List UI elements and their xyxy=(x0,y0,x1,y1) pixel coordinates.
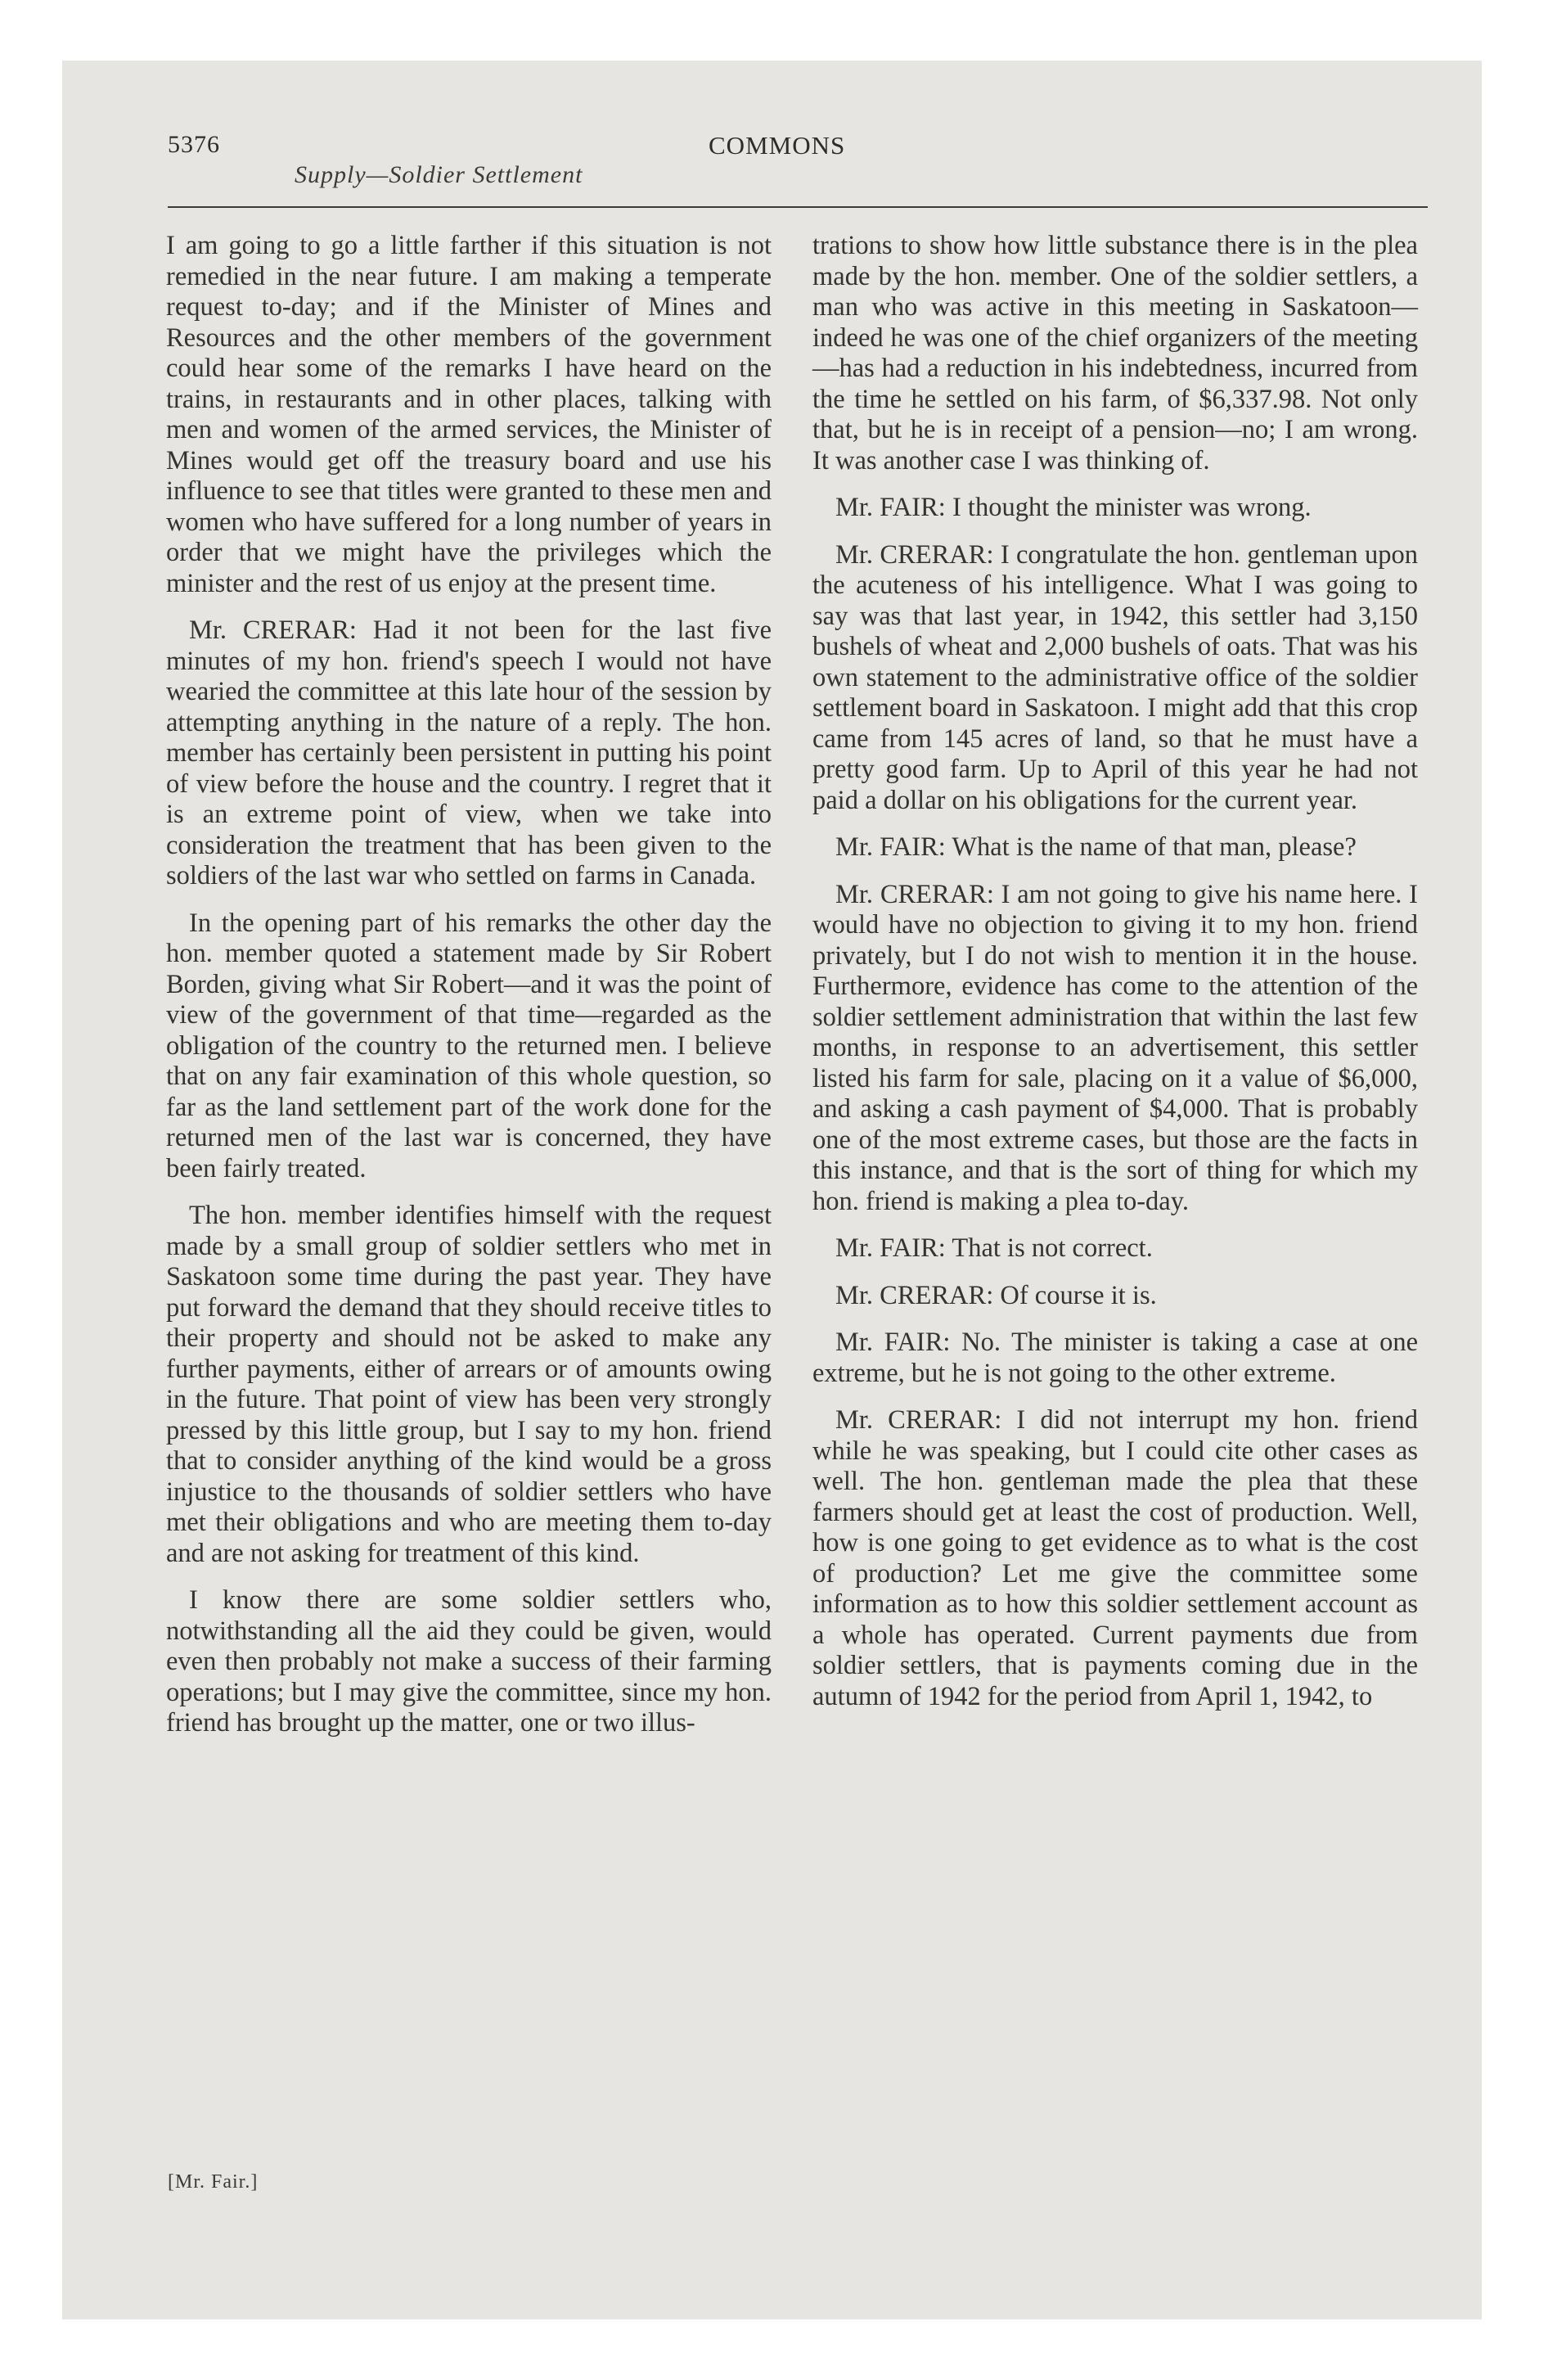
paragraph: Mr. CRERAR: Had it not been for the last five minutes of my hon. friend's speech I would not have wearied the committee at this late hour of the session by attempting anything in the nature of a reply. The hon. member has certainly been persistent in putting his point of view before the house and the country. I regret that it is an extreme point of view, when we take into consideration the treatment that has been given to the soldiers of the last war who settled on farms in Canada. xyxy=(166,615,772,890)
paragraph: I am going to go a little farther if this situation is not remedied in the near future. I am making a temperate request to-day; and if the Minister of Mines and Resources and the other members of the government could hear some of the remarks I have heard on the trains, in restaurants and in other places, talking with men and women of the armed services, the Minister of Mines would get off the treasury board and use his influence to see that titles were granted to these men and women who have suffered for a long number of years in order that we might have the privileges which the minister and the rest of us enjoy at the present time. xyxy=(166,231,772,598)
paragraph: The hon. member identifies himself with the request made by a small group of soldier settlers who met in Saskatoon some time during the past year. They have put forward the demand that they should receive titles to their property and should not be asked to make any further payments, either of arrears or of amounts owing in the future. That point of view has been very strongly pressed by this little group, but I say to my hon. friend that to consider anything of the kind would be a gross injustice to the thousands of soldier settlers who have met their obligations and who are meeting them to-day and are not asking for treatment of this kind. xyxy=(166,1201,772,1568)
paragraph: Mr. FAIR: I thought the minister was wrong. xyxy=(835,493,1312,522)
page-number: 5376 xyxy=(168,131,220,158)
left-column xyxy=(166,231,772,2138)
paragraph: trations to show how little substance there is in the plea made by the hon. member. One of the soldier settlers, a man who was active in this meeting in Saskatoon—indeed he was one of the chief organizers of the meeting—has had a reduction in his indebtedness, incurred from the time he settled on his farm, of $6,337.98. Not only that, but he is in receipt of a pension—no; I am wrong. It was another case I was thinking of. xyxy=(812,231,1418,476)
paragraph: Mr. CRERAR: I did not interrupt my hon. friend while he was speaking, but I could cite other cases as well. The hon. gentleman made the plea that these farmers should get at least the cost of production. Well, how is one going to get evidence as to what is the cost of production? Let me give the committee some information as to how this soldier settlement account as a whole has operated. Current payments due from soldier settlers, that is payments coming due in the autumn of 1942 for the period from April 1, 1942, to xyxy=(812,1405,1418,1711)
paragraph: Mr. CRERAR: I am not going to give his name here. I would have no objection to giving it to my hon. friend privately, but I do not wish to mention it in the house. Furthermore, evidence has come to the attention of the soldier settlement administration that within the last few months, in response to an advertisement, this settler listed his farm for sale, placing on it a value of $6,000, and asking a cash payment of $4,000. That is probably one of the most extreme cases, but those are the facts in this instance, and that is the sort of thing for which my hon. friend is making a plea to-day. xyxy=(812,879,1418,1216)
paragraph: Mr. FAIR: That is not correct. xyxy=(835,1233,1153,1263)
paragraph: Mr. FAIR: What is the name of that man, please? xyxy=(835,832,1357,862)
paragraph: Mr. FAIR: No. The minister is taking a case at one extreme, but he is not going to the other extreme. xyxy=(812,1327,1418,1388)
paragraph: In the opening part of his remarks the other day the hon. member quoted a statement made by Sir Robert Borden, giving what Sir Robert—and it was the point of view of the government of that time—regarded as the obligation of the country to the returned men. I believe that on any fair examination of this whole question, so far as the land settlement part of the work done for the returned men of the last war is concerned, they have been fairly treated. xyxy=(166,908,772,1183)
paragraph: I know there are some soldier settlers who, notwithstanding all the aid they could be given, would even then probably not make a success of their farming operations; but I may give the committee, since my hon. friend has brought up the matter, one or two illus- xyxy=(166,1585,772,1738)
paragraph: Mr. CRERAR: Of course it is. xyxy=(835,1280,1157,1310)
speaker-footer: [Mr. Fair.] xyxy=(168,2171,259,2193)
right-column xyxy=(812,231,1418,2138)
paragraph: Mr. CRERAR: I congratulate the hon. gentleman upon the acuteness of his intelligence. What I was going to say was that last year, in 1942, this settler had 3,150 bushels of wheat and 2,000 bushels of oats. That was his own statement to the administrative office of the soldier settlement board in Saskatoon. I might add that this crop came from 145 acres of land, so that he must have a pretty good farm. Up to April of this year he had not paid a dollar on his obligations for the current year. xyxy=(812,539,1418,815)
publication-title: COMMONS xyxy=(709,131,846,160)
header-rule xyxy=(168,206,1428,208)
section-subject: Supply—Soldier Settlement xyxy=(295,161,583,188)
